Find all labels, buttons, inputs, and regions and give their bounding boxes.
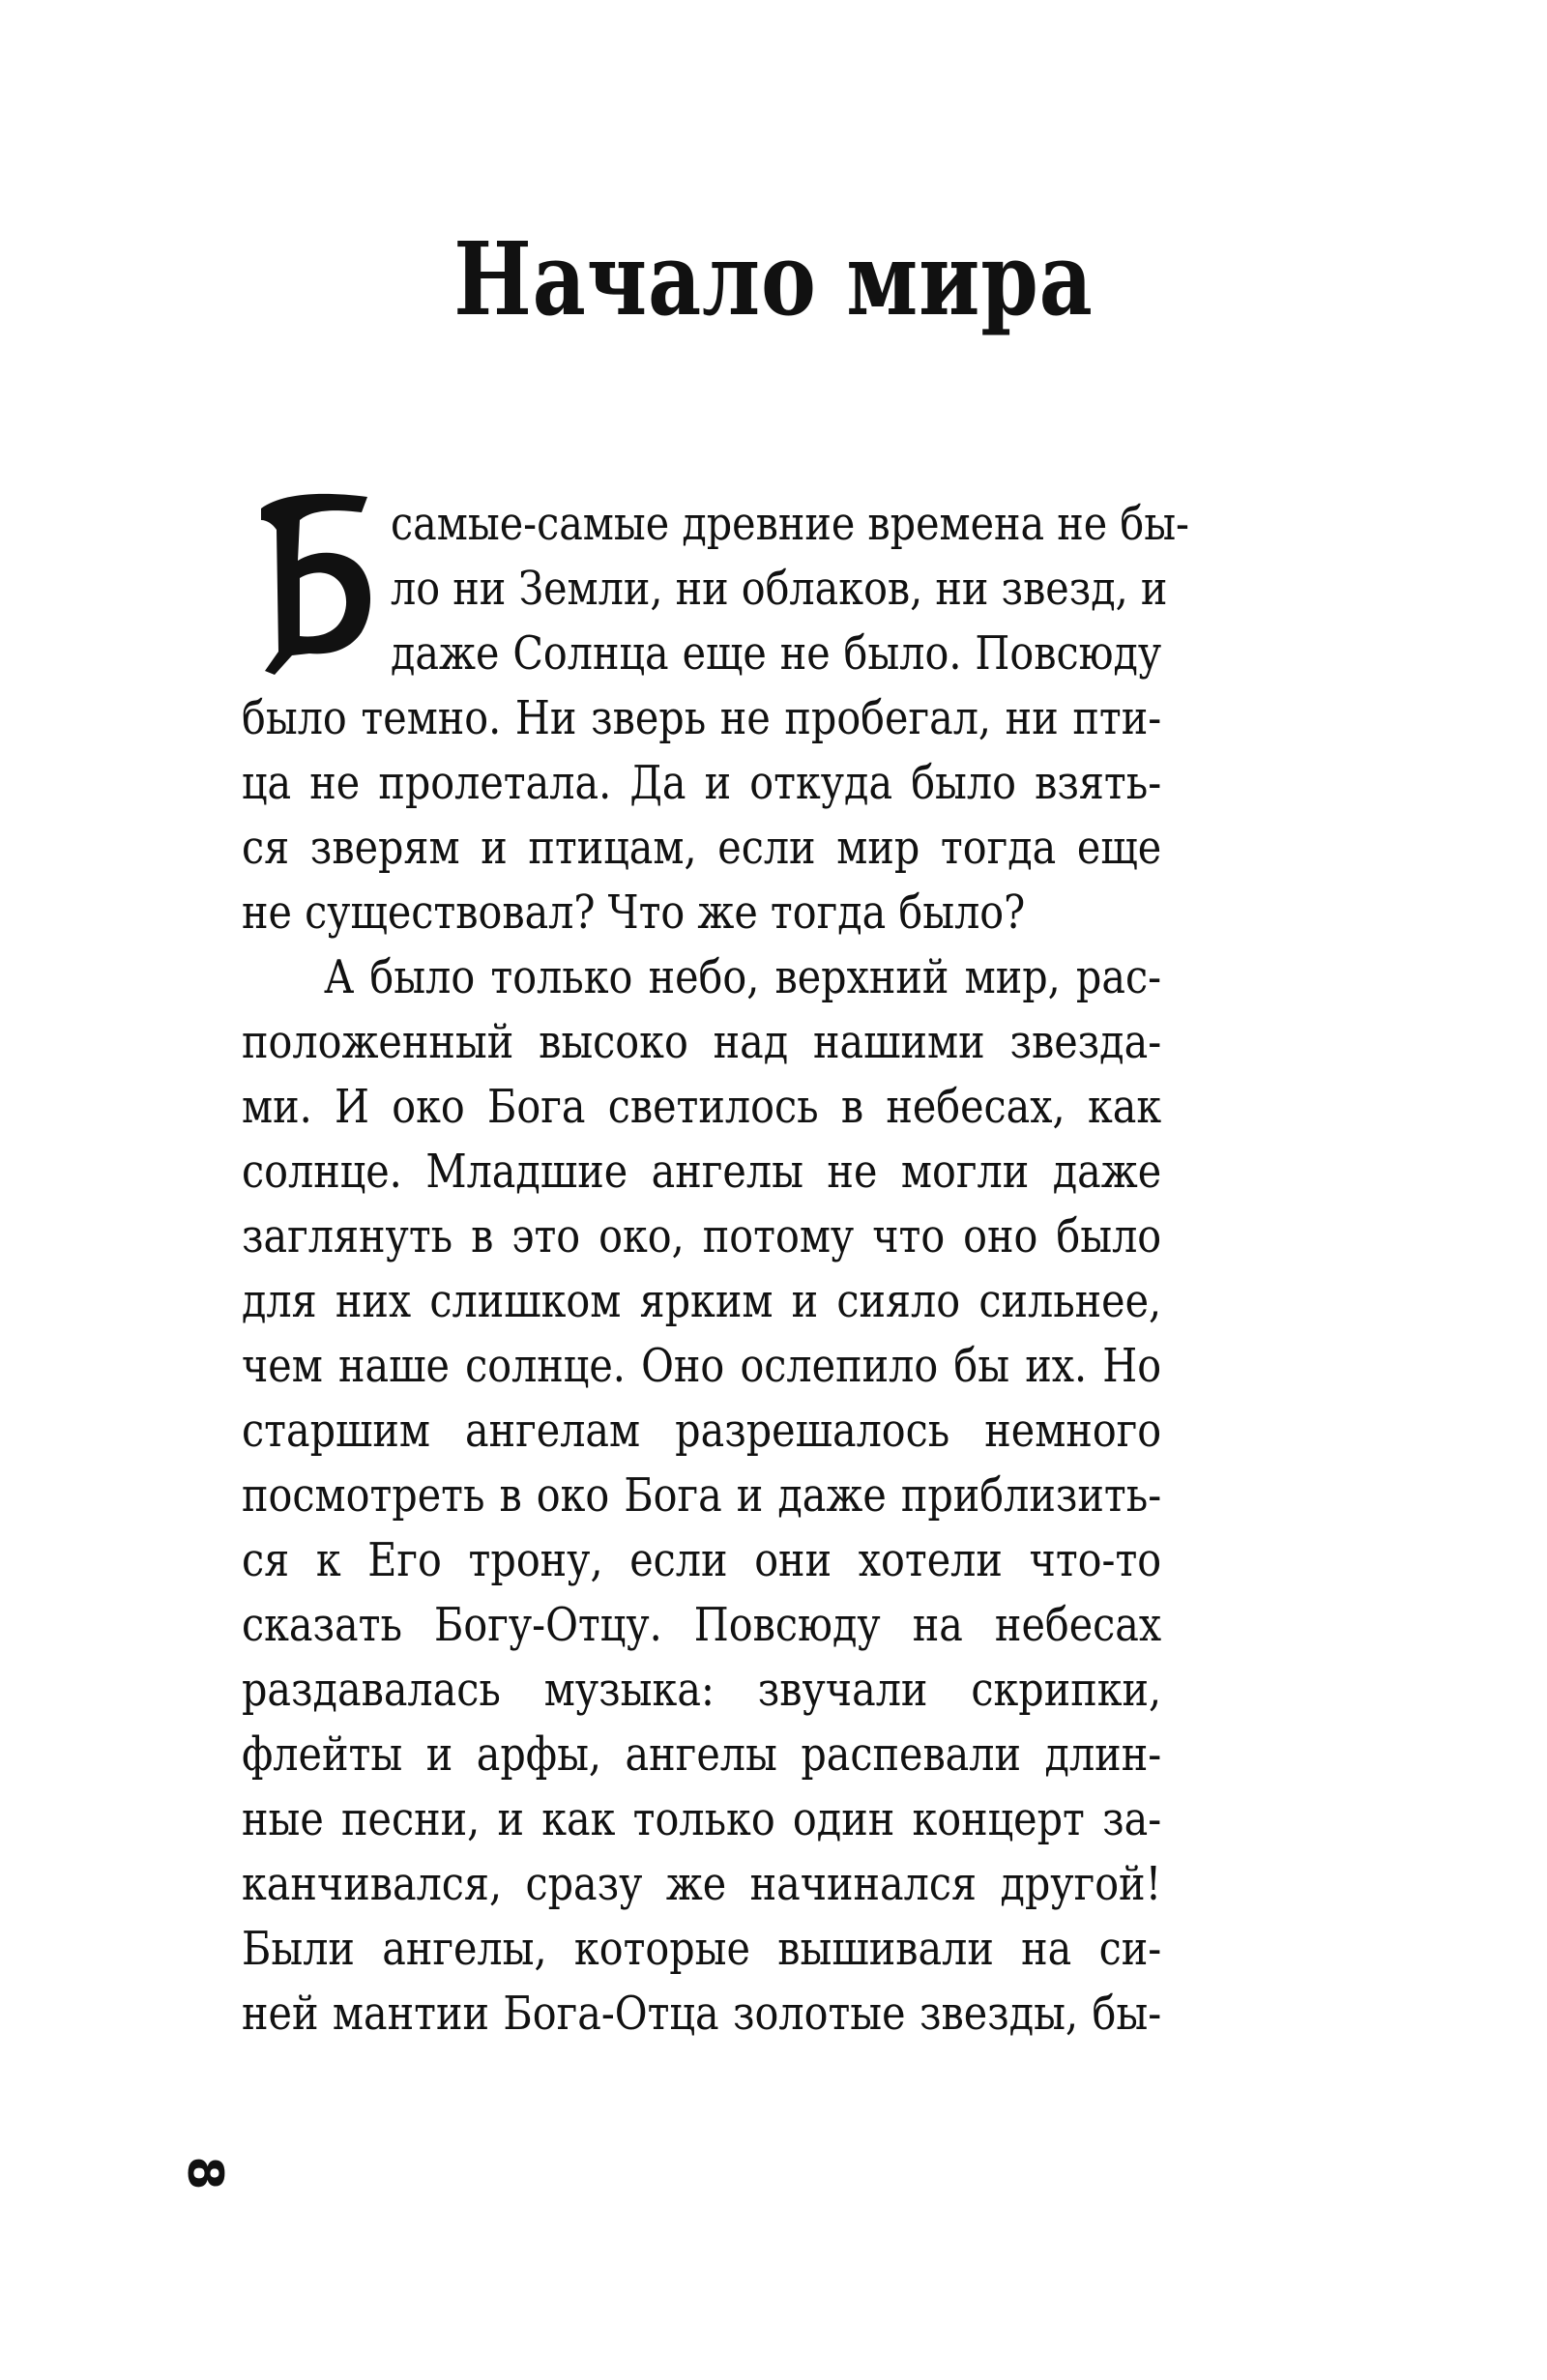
paragraph-line: заглянуть в это око, потому что оно было — [242, 1209, 1162, 1263]
paragraph-line: флейты и арфы, ангелы распевали длин- — [242, 1727, 1162, 1782]
paragraph-line: ца не пролетала. Да и откуда было взять- — [242, 756, 1162, 810]
paragraph-line: для них слишком ярким и сияло сильнее, — [242, 1274, 1162, 1328]
paragraph-line: ся зверям и птицам, если мир тогда еще — [242, 821, 1162, 875]
paragraph-line: даже Солнца еще не было. Повсюду — [391, 626, 1162, 681]
page-number — [177, 2138, 233, 2208]
paragraph-line: чем наше солнце. Оно ослепило бы их. Но — [242, 1339, 1162, 1393]
drop-cap-letter — [253, 491, 379, 675]
paragraph-line: солнце. Младшие ангелы не могли даже — [242, 1145, 1162, 1199]
paragraph-line: канчивался, сразу же начинался другой! — [242, 1857, 1162, 1911]
paragraph-line: ся к Его трону, если они хотели что-то — [242, 1533, 1162, 1587]
svg-text:8: 8 — [177, 2156, 233, 2191]
paragraph-line: А было только небо, верхний мир, рас- — [324, 950, 1162, 1004]
page-title: Начало мира — [453, 219, 1094, 338]
paragraph-line: самые-самые древние времена не бы- — [391, 497, 1190, 551]
paragraph-line: посмотреть в око Бога и даже приблизить- — [242, 1468, 1162, 1523]
paragraph-line: не существовал? Что же тогда было? — [242, 885, 1026, 940]
paragraph-line: было темно. Ни зверь не пробегал, ни пти- — [242, 691, 1162, 745]
paragraph-line: положенный высоко над нашими звезда- — [242, 1015, 1162, 1069]
paragraph-line: старшим ангелам разрешалось немного — [242, 1404, 1162, 1458]
paragraph-line: ней мантии Бога-Отца золотые звезды, бы- — [242, 1987, 1162, 2041]
paragraph-line: ные песни, и как только один концерт за- — [242, 1792, 1162, 1846]
paragraph-line: сказать Богу-Отцу. Повсюду на небесах — [242, 1598, 1162, 1652]
paragraph-line: ми. И око Бога светилось в небесах, как — [242, 1080, 1162, 1134]
paragraph-line: Были ангелы, которые вышивали на си- — [242, 1922, 1162, 1976]
paragraph-line: раздавалась музыка: звучали скрипки, — [242, 1663, 1162, 1717]
paragraph-line: ло ни Земли, ни облаков, ни звезд, и — [391, 562, 1168, 616]
